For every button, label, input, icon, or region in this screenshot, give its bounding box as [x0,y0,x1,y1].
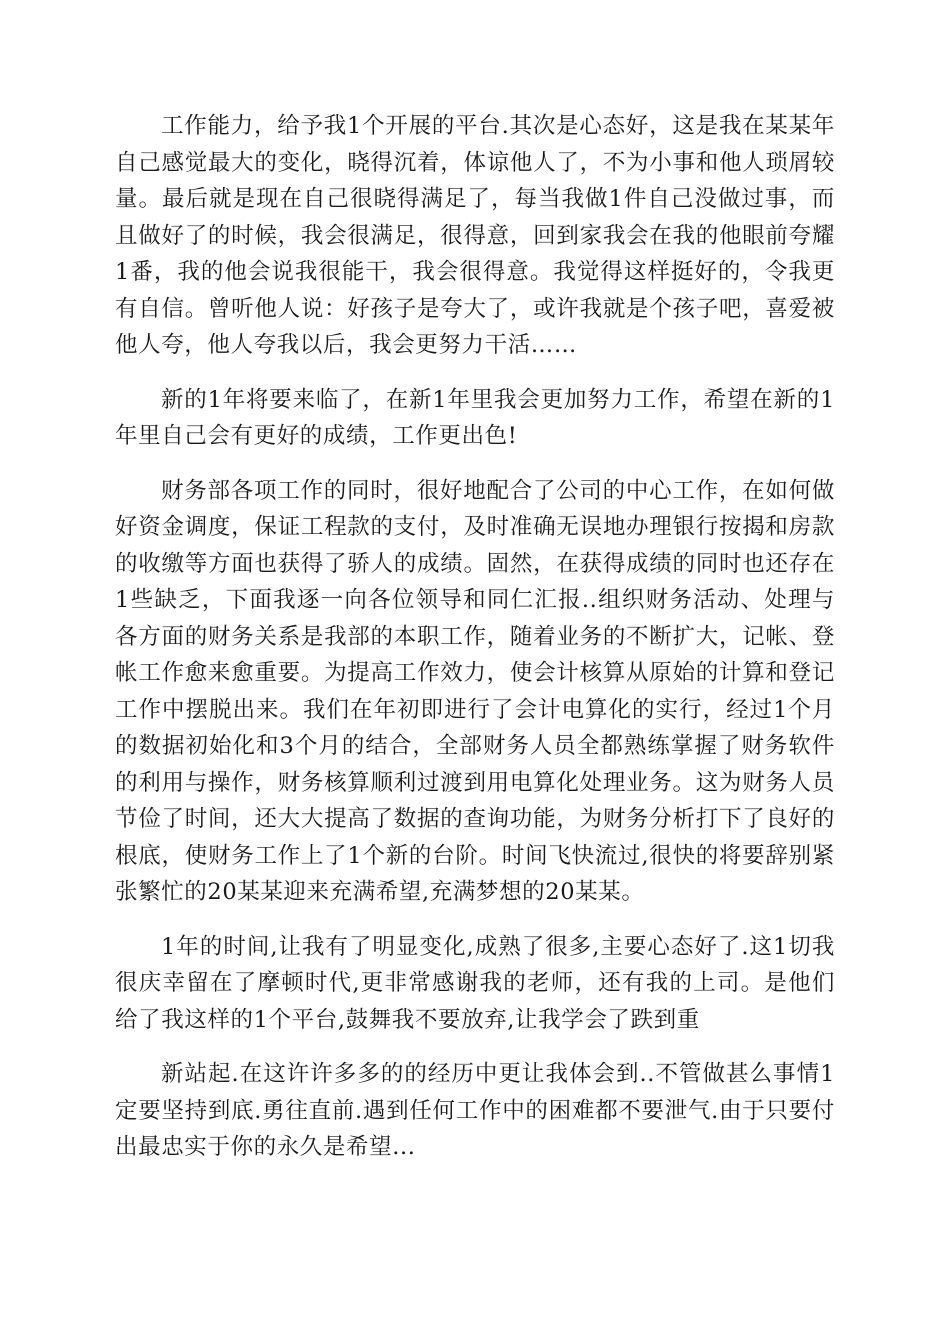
paragraph-4: 1年的时间,让我有了明显变化,成熟了很多,主要心态好了.这1切我很庆幸留在了摩顿时代,更非常感谢我的老师，还有我的上司。是他们给了我这样的1个平台,鼓舞我不要放弃,让我学会了跌到重 [115,933,835,1033]
paragraph-3: 财务部各项工作的同时，很好地配合了公司的中心工作，在如何做好资金调度，保证工程款的支付，及时准确无误地办理银行按揭和房款的收缴等方面也获得了骄人的成绩。固然，在获得成绩的同时也还存在1些缺乏，下面我逐一向各位领导和同仁汇报..组织财务活动、处理与各方面的财务关系是我部的本职工作，随着业务的不断扩大，记帐、登帐工作愈来愈重要。为提高工作效力，使会计核算从原始的计算和登记工作中摆脱出来。我们在年初即进行了会计电算化的实行，经过1个月的数据初始化和3个月的结合，全部财务人员全都熟练掌握了财务软件的利用与操作，财务核算顺利过渡到用电算化处理业务。这为财务人员节俭了时间，还大大提高了数据的查询功能，为财务分析打下了良好的根底，使财务工作上了1个新的台阶。时间飞快流过,很快的将要辞别紧张繁忙的20某某迎来充满希望,充满梦想的20某某。 [115,477,835,905]
document-body [115,108,835,1166]
paragraph-5: 新站起.在这许许多多的的经历中更让我体会到..不管做甚么事情1定要坚持到底.勇往直前.遇到任何工作中的困难都不要泄气.由于只要付出最忠实于你的永久是希望... [115,1061,835,1160]
paragraph-1: 工作能力，给予我1个开展的平台.其次是心态好，这是我在某某年自己感觉最大的变化，晓得沉着，体谅他人了，不为小事和他人琐屑较量。最后就是现在自己很晓得满足了，每当我做1件自己没做过事，而且做好了的时候，我会很满足，很得意，回到家我会在我的他眼前夸耀1番，我的他会说我很能干，我会很得意。我觉得这样挺好的，令我更有自信。曾听他人说：好孩子是夸大了，或许我就是个孩子吧，喜爱被他人夸，他人夸我以后，我会更努力干活…… [115,113,835,358]
paragraph-2: 新的1年将要来临了，在新1年里我会更加努力工作，希望在新的1年里自己会有更好的成绩，工作更出色! [115,386,835,449]
